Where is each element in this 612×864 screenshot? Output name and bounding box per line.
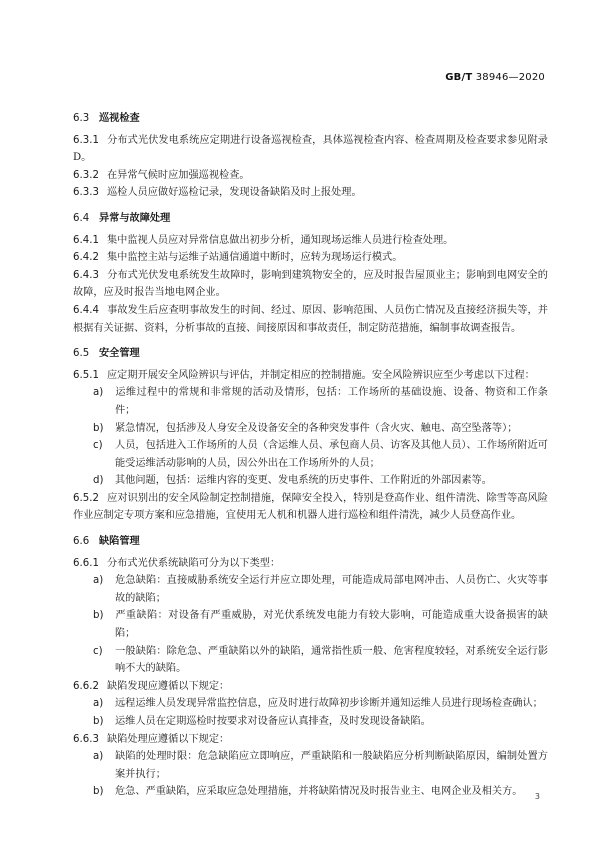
list-item-text: 人员，包括进入工作场所的人员（含运维人员、承包商人员、访客及其他人员）、工作场所附近可能受运维活动影响的人员，因公外出在工作场所外的人员； (115, 440, 548, 469)
list-item (93, 695, 548, 713)
list-item-text: 一般缺陷：除危急、严重缺陷以外的缺陷，通常指性质一般、危害程度较轻，对系统安全运行影响不大的缺陷。 (115, 645, 548, 675)
list-item (93, 384, 548, 419)
standard-code (445, 72, 545, 83)
list-item-text: 紧急情况，包括涉及人身安全及设备安全的各种突发事件（含火灾、触电、高空坠落等）； (115, 422, 518, 434)
list-item (93, 472, 548, 490)
clause-number: 6.6.1 (73, 557, 99, 569)
clause-text: 缺陷处理应遵循以下规定： (107, 733, 230, 745)
section-number: 6.4 (73, 212, 90, 224)
list-item-text: 运维人员在定期巡检时按要求对设备应认真排查，及时发现设备缺陷。 (115, 716, 431, 727)
clause-text: 缺陷发现应遵循以下规定： (107, 680, 230, 692)
clause-text: 事故发生后应查明事故发生的时间、经过、原因、影响范围、人员伤亡情况及直接经济损失等，并根据有关证据、资料，分析事故的直接、间接原因和事故责任，制定防范措施，编制事故调查报告。 (73, 304, 548, 334)
list-marker: a) (93, 698, 104, 710)
clause (73, 731, 548, 749)
section-heading (73, 533, 548, 551)
section-heading (73, 210, 548, 228)
page-number: 3 (534, 792, 540, 801)
list-item (93, 713, 548, 731)
list-marker: a) (93, 387, 104, 399)
list-item-text: 危急、严重缺陷，应采取应急处理措施，并将缺陷情况及时报告业主、电网企业及相关方。 (115, 786, 523, 798)
clause (73, 167, 548, 185)
standard-prefix: GB/T (445, 72, 473, 83)
clause-number: 6.4.4 (73, 304, 99, 316)
list-marker: d) (93, 475, 104, 487)
clause (73, 184, 548, 202)
clause-number: 6.4.3 (73, 269, 99, 281)
list-item (93, 437, 548, 472)
clause-text: 分布式光伏发电系统应定期进行设备巡视检查，具体巡视检查内容、检查周期及检查要求参见附录D。 (73, 134, 548, 164)
standard-number: 38946—2020 (475, 72, 545, 83)
section-heading (73, 110, 548, 128)
list-item-text: 缺陷的处理时限：危急缺陷应立即响应，严重缺陷和一般缺陷应分析判断缺陷原因，编制处置方案并执行； (115, 751, 548, 780)
clause-text: 集中监控主站与运维子站通信通道中断时，应转为现场运行模式。 (107, 252, 403, 264)
clause (73, 678, 548, 696)
section-number: 6.3 (73, 113, 90, 124)
list-marker: c) (93, 645, 103, 657)
list-item (93, 783, 548, 801)
clause-number: 6.6.3 (73, 733, 99, 745)
list-item (93, 420, 548, 438)
clause-text: 分布式光伏发电系统发生故障时，影响到建筑物安全的，应及时报告屋顶业主；影响到电网安全的故障，应及时报告当地电网企业。 (73, 269, 548, 299)
list-marker: b) (93, 716, 104, 727)
clause-text: 在异常气候时应加强巡视检查。 (107, 169, 250, 181)
list-item (93, 643, 548, 678)
clause-text: 分布式光伏系统缺陷可分为以下类型： (107, 557, 281, 569)
list-item-text: 运维过程中的常规和非常规的活动及情形，包括：工作场所的基础设施、设备、物资和工作条件； (115, 387, 548, 416)
clause (73, 132, 548, 167)
clause (73, 232, 548, 250)
clause-number: 6.6.2 (73, 680, 99, 692)
list-marker: b) (93, 786, 104, 798)
clause (73, 555, 548, 573)
section-number: 6.6 (73, 536, 90, 548)
clause-text: 集中监视人员应对异常信息做出初步分析，通知现场运维人员进行检查处理。 (107, 234, 454, 246)
clause (73, 367, 548, 385)
list-item-text: 远程运维人员发现异常监控信息，应及时进行故障初步诊断并通知运维人员进行现场检查确认； (115, 698, 543, 710)
list-marker: c) (93, 440, 103, 452)
list-item-text: 严重缺陷：对设备有严重威胁，对光伏系统发电能力有较大影响，可能造成重大设备损害的缺陷； (115, 610, 548, 640)
clause (73, 302, 548, 337)
clause (73, 249, 548, 267)
page-body (73, 106, 548, 801)
clause-number: 6.5.1 (73, 369, 99, 381)
section-number: 6.5 (73, 348, 90, 360)
clause-number: 6.5.2 (73, 492, 99, 504)
list-marker: a) (93, 751, 104, 763)
clause (73, 490, 548, 525)
list-item (93, 748, 548, 783)
clause-number: 6.3.1 (73, 134, 99, 146)
clause-number: 6.4.1 (73, 234, 99, 246)
list-marker: b) (93, 610, 104, 622)
section-title: 巡视检查 (99, 113, 140, 124)
clause-number: 6.3.3 (73, 187, 99, 199)
section-title: 安全管理 (99, 348, 140, 360)
list-marker: a) (93, 575, 104, 587)
clause-text: 应定期开展安全风险辨识与评估，并制定相应的控制措施。安全风险辨识应至少考虑以下过程： (107, 369, 535, 381)
list-item (93, 607, 548, 642)
list-marker: b) (93, 422, 104, 434)
clause (73, 267, 548, 302)
clause-text: 应对识别出的安全风险制定控制措施，保障安全投入，特别是登高作业、组件清洗、除雪等高风险作业应制定专项方案和应急措施，宜使用无人机和机器人进行巡检和组件清洗，减少人员登高作业。 (73, 492, 548, 522)
list-item-text: 危急缺陷：直接威胁系统安全运行并应立即处理，可能造成局部电网冲击、人员伤亡、火灾等事故的缺陷； (115, 575, 548, 604)
section-title: 异常与故障处理 (99, 212, 171, 224)
list-item (93, 572, 548, 607)
clause-number: 6.4.2 (73, 252, 99, 264)
clause-text: 巡检人员应做好巡检记录，发现设备缺陷及时上报处理。 (107, 187, 362, 199)
section-heading (73, 345, 548, 363)
section-title: 缺陷管理 (99, 536, 140, 548)
list-item-text: 其他问题，包括：运维内容的变更、发电系统的历史事件、工作附近的外部因素等。 (115, 475, 492, 487)
clause-number: 6.3.2 (73, 169, 99, 181)
